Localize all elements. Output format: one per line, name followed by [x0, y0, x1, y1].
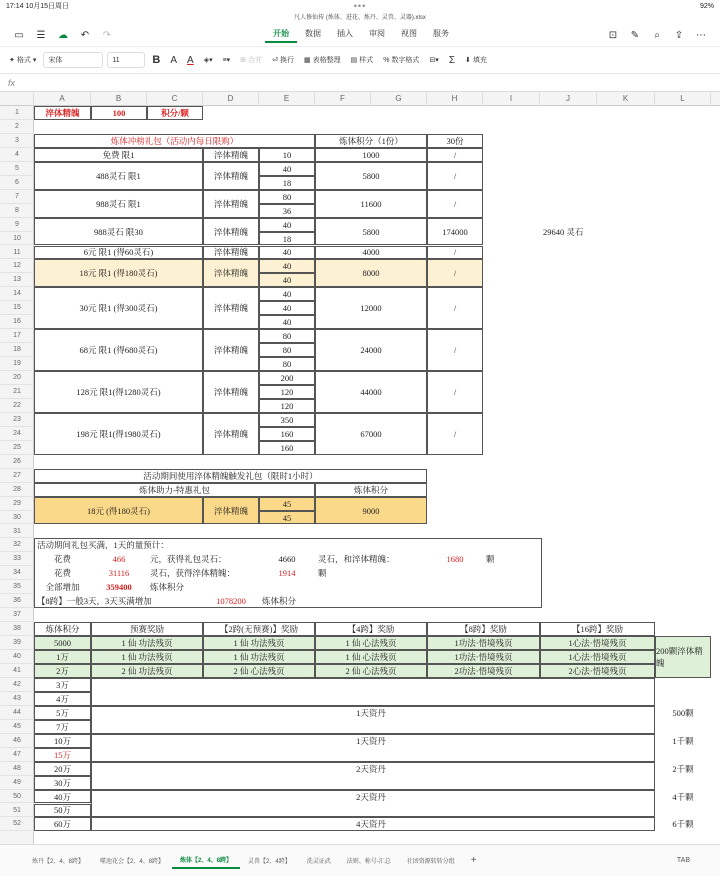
item-name[interactable]: 淬体精魄: [203, 246, 259, 260]
points-threshold[interactable]: 20万: [34, 762, 91, 776]
cell-unit[interactable]: 积分/颗: [147, 106, 203, 120]
table-tidy-button[interactable]: [301, 53, 344, 67]
reward-cell[interactable]: 2万: [34, 664, 91, 678]
row-header[interactable]: 20: [0, 371, 34, 385]
points-threshold[interactable]: 3万: [34, 678, 91, 692]
points[interactable]: 9000: [315, 497, 427, 525]
sheet-tab[interactable]: 洗灵证武: [306, 859, 331, 865]
reward-cell[interactable]: 2 仙 心法残页: [203, 664, 315, 678]
item-qty[interactable]: 45: [259, 497, 315, 511]
brush-icon: ✦: [9, 57, 15, 64]
points[interactable]: 67000: [315, 413, 427, 455]
wrap-icon: ⏎: [272, 57, 278, 64]
search-icon[interactable]: ⌕: [654, 29, 660, 41]
cloud-icon[interactable]: ☁: [58, 29, 68, 41]
font-select[interactable]: [43, 52, 103, 68]
undo-icon[interactable]: ↶: [80, 29, 90, 41]
points-threshold[interactable]: 50万: [34, 804, 91, 818]
date: 10月15日周日: [25, 3, 70, 10]
font-color-button[interactable]: A: [187, 54, 194, 66]
total[interactable]: /: [427, 148, 483, 162]
font-size-button[interactable]: A: [170, 54, 178, 66]
reward-text[interactable]: 1天资丹: [356, 707, 386, 718]
reward-header[interactable]: 【2跨(无预赛)】奖励: [203, 622, 315, 636]
font-value: 宋体: [48, 57, 63, 64]
format-button[interactable]: ✦ 格式 ▾: [9, 57, 37, 64]
row-header[interactable]: 44: [0, 706, 34, 720]
points[interactable]: 12000: [315, 287, 427, 329]
row-header[interactable]: 34: [0, 566, 34, 580]
row-header[interactable]: 33: [0, 552, 34, 566]
reward-cell[interactable]: 2心法·悟境残页: [540, 664, 655, 678]
size-value: 11: [112, 56, 120, 64]
col-f[interactable]: F: [315, 92, 371, 106]
row-header[interactable]: 32: [0, 538, 34, 552]
points-threshold[interactable]: 30万: [34, 776, 91, 790]
row-header[interactable]: 12: [0, 259, 34, 273]
value[interactable]: 359400: [106, 582, 132, 593]
row-header[interactable]: 16: [0, 315, 34, 329]
points[interactable]: 1000: [315, 148, 427, 162]
item-qty[interactable]: 40: [259, 246, 315, 260]
item-qty[interactable]: 40: [259, 287, 315, 301]
tab-review[interactable]: 审阅: [369, 28, 385, 38]
package-name[interactable]: 988灵石 限30: [34, 218, 203, 246]
table-label: 表格整理: [312, 57, 341, 64]
fill-color-icon[interactable]: ◈▾: [203, 57, 213, 64]
reward-header[interactable]: 【16跨】奖励: [540, 622, 655, 636]
reward-extra[interactable]: 6千颗: [672, 819, 694, 830]
package-name[interactable]: 128元 限1(得1280灵石): [34, 371, 203, 413]
row-header[interactable]: 52: [0, 817, 34, 831]
row-header[interactable]: 1: [0, 106, 34, 120]
more-icon[interactable]: ⋯: [696, 29, 706, 41]
item-qty[interactable]: 40: [259, 315, 315, 329]
table-icon: ▦: [303, 57, 311, 64]
value[interactable]: 1914: [278, 568, 296, 579]
reward-cell[interactable]: 1 仙 功法残页: [91, 650, 203, 664]
percent-icon: %: [383, 56, 390, 64]
more-dots[interactable]: •••: [353, 1, 367, 11]
points[interactable]: 11600: [315, 190, 427, 218]
number-format-button[interactable]: [380, 53, 422, 67]
sheet-tab[interactable]: 社团资源转转分组: [406, 859, 455, 865]
row-header[interactable]: 39: [0, 636, 34, 650]
total[interactable]: /: [427, 259, 483, 287]
reward-text[interactable]: 1天资丹: [356, 735, 386, 746]
row-header[interactable]: 35: [0, 580, 34, 594]
reward-cell[interactable]: 2 仙 功法残页: [91, 664, 203, 678]
col-e[interactable]: E: [259, 92, 315, 106]
reward-text[interactable]: 4天资丹: [356, 819, 386, 830]
row-header[interactable]: 24: [0, 427, 34, 441]
row-header[interactable]: 14: [0, 287, 34, 301]
points-threshold[interactable]: 40万: [34, 790, 91, 804]
row-header[interactable]: 19: [0, 357, 34, 371]
page-icon[interactable]: ⊡: [608, 29, 618, 41]
points[interactable]: 4000: [315, 246, 427, 260]
points[interactable]: 44000: [315, 371, 427, 413]
share-icon[interactable]: ⇪: [674, 29, 684, 41]
row-header[interactable]: 23: [0, 413, 34, 427]
label[interactable]: 灵石，获得淬体精魄：: [150, 568, 236, 579]
row-header[interactable]: 21: [0, 385, 34, 399]
size-select[interactable]: [107, 52, 145, 68]
col-d[interactable]: D: [203, 92, 259, 106]
row-header[interactable]: 4: [0, 148, 34, 162]
reward-cell[interactable]: 2 仙 心法残页: [315, 664, 427, 678]
bold-button[interactable]: B: [152, 54, 161, 66]
cell-value[interactable]: 100: [91, 106, 147, 120]
battery: 92%: [699, 2, 714, 10]
status-bar: [0, 0, 720, 12]
item-qty[interactable]: 40: [259, 301, 315, 315]
item-qty[interactable]: 40: [259, 259, 315, 273]
item-qty[interactable]: 350: [259, 413, 315, 427]
row-header[interactable]: 46: [0, 734, 34, 748]
row-header[interactable]: 40: [0, 650, 34, 664]
points-threshold[interactable]: 60万: [34, 817, 91, 831]
row-header[interactable]: 43: [0, 692, 34, 706]
reward-cell[interactable]: 1万: [34, 650, 91, 664]
item-qty[interactable]: 120: [259, 399, 315, 413]
row-header[interactable]: 28: [0, 483, 34, 497]
package-name[interactable]: 6元 限1 (得60灵石): [34, 246, 203, 260]
package-name[interactable]: 198元 限1(得1980灵石): [34, 413, 203, 455]
fill-label: 填充: [472, 57, 487, 64]
item-qty[interactable]: 40: [259, 218, 315, 232]
item-name[interactable]: 淬体精魄: [203, 329, 259, 371]
points-threshold[interactable]: 7万: [34, 720, 91, 734]
col-l[interactable]: L: [655, 92, 711, 106]
fill-icon: ⬇: [465, 57, 471, 64]
row-header[interactable]: 8: [0, 204, 34, 218]
package-name[interactable]: 488灵石 限1: [34, 162, 203, 190]
merge-button[interactable]: [237, 53, 265, 67]
wrap-label: 换行: [279, 57, 294, 64]
row-header[interactable]: 10: [0, 232, 34, 246]
package-name[interactable]: 988灵石 限1: [34, 190, 203, 218]
label[interactable]: 花费: [53, 554, 71, 565]
reward-cell[interactable]: 1 仙 心法残页: [315, 650, 427, 664]
item-name[interactable]: 淬体精魄: [203, 497, 259, 525]
reward-extra[interactable]: 200颗淬体精魄: [655, 636, 711, 678]
points[interactable]: 8000: [315, 259, 427, 287]
reward-row[interactable]: [91, 678, 655, 706]
row-header[interactable]: 9: [0, 218, 34, 232]
reward-cell[interactable]: 1 仙 心法残页: [315, 636, 427, 650]
column-title[interactable]: 炼体积分（1份）: [315, 134, 427, 148]
reward-cell[interactable]: 1功法·悟境残页: [427, 650, 540, 664]
value[interactable]: 31116: [108, 568, 130, 579]
align-icon[interactable]: ≡▾: [222, 57, 231, 64]
tab-key-label[interactable]: TAB: [676, 857, 690, 864]
total[interactable]: /: [427, 190, 483, 218]
format-label: 格式: [16, 57, 31, 64]
col-g[interactable]: G: [371, 92, 427, 106]
item-qty[interactable]: 10: [259, 148, 315, 162]
style-icon: ▤: [350, 57, 358, 64]
cell-label[interactable]: 淬体精魄: [34, 106, 91, 120]
row-header[interactable]: 42: [0, 678, 34, 692]
item-qty[interactable]: 160: [259, 427, 315, 441]
sheet-tab[interactable]: 炼丹【2、4、8跨】: [32, 859, 85, 865]
item-qty[interactable]: 80: [259, 190, 315, 204]
value[interactable]: 466: [112, 554, 126, 565]
item-name[interactable]: 淬体精魄: [203, 218, 259, 246]
document-title: 凡人修仙传 (炼体、进花、炼丹、灵兽、灵器).xlsx: [294, 15, 426, 21]
row-header[interactable]: 45: [0, 720, 34, 734]
column-title[interactable]: 炼体积分: [315, 483, 427, 497]
reward-cell[interactable]: 1心法·悟境残页: [540, 650, 655, 664]
unit[interactable]: 颗: [318, 568, 327, 579]
label[interactable]: 灵石，和淬体精魄：: [318, 554, 395, 565]
points-threshold[interactable]: 4万: [34, 692, 91, 706]
points[interactable]: 5800: [315, 162, 427, 190]
package-name[interactable]: 68元 限1 (得680灵石): [34, 329, 203, 371]
points-threshold[interactable]: 15万: [34, 748, 91, 762]
item-qty[interactable]: 80: [259, 357, 315, 371]
column-headers: [0, 92, 720, 106]
row-header[interactable]: 38: [0, 622, 34, 636]
rows-cols-icon[interactable]: ⊟▾: [429, 57, 439, 64]
reward-header[interactable]: 预赛奖励: [91, 622, 203, 636]
sheet-tab[interactable]: 噬池花会【2、4、8跨】: [100, 859, 165, 865]
item-qty[interactable]: 45: [259, 511, 315, 525]
item-name[interactable]: 淬体精魄: [203, 259, 259, 287]
reward-cell[interactable]: 1 仙 功法残页: [203, 650, 315, 664]
reward-cell[interactable]: 2功法·悟境残页: [427, 664, 540, 678]
points-threshold[interactable]: 10万: [34, 734, 91, 748]
item-name[interactable]: 淬体精魄: [203, 162, 259, 190]
redo-icon[interactable]: ↷: [102, 29, 112, 41]
row-header[interactable]: 5: [0, 162, 34, 176]
total[interactable]: /: [427, 329, 483, 371]
col-c[interactable]: C: [147, 92, 203, 106]
reward-header[interactable]: 炼体积分: [34, 622, 91, 636]
package-name[interactable]: 18元 限1 (得180灵石): [34, 259, 203, 287]
numfmt-label: 数字格式: [391, 57, 420, 64]
total[interactable]: /: [427, 371, 483, 413]
reward-header[interactable]: 【4跨】奖励: [315, 622, 427, 636]
points-threshold[interactable]: 5万: [34, 706, 91, 720]
menu-icon[interactable]: ☰: [36, 29, 46, 41]
tab-insert[interactable]: 插入: [337, 28, 353, 38]
sum-icon[interactable]: Σ: [448, 54, 456, 66]
merge-icon: ⊞: [240, 57, 247, 64]
column-title[interactable]: 30份: [427, 134, 483, 148]
column-title[interactable]: 炼体助力-特惠礼包: [34, 483, 315, 497]
row-header[interactable]: 31: [0, 525, 34, 539]
row-header[interactable]: 30: [0, 511, 34, 525]
row-header[interactable]: 41: [0, 664, 34, 678]
wrap-button[interactable]: [269, 53, 297, 67]
value[interactable]: 1078200: [216, 596, 246, 607]
sidebar-icon[interactable]: ▭: [14, 29, 24, 41]
tab-home[interactable]: 开始: [265, 28, 297, 43]
sheet-tab-active[interactable]: 炼体【2、4、8跨】: [172, 852, 240, 869]
item-name[interactable]: 淬体精魄: [203, 371, 259, 413]
reward-extra[interactable]: 500颗: [672, 707, 694, 718]
tab-data[interactable]: 数据: [305, 28, 321, 38]
row-header[interactable]: 18: [0, 343, 34, 357]
reward-cell[interactable]: 5000: [34, 636, 91, 650]
style-label: 样式: [359, 57, 374, 64]
row-header[interactable]: 15: [0, 301, 34, 315]
formula-bar[interactable]: [0, 74, 720, 92]
total[interactable]: /: [427, 287, 483, 329]
item-name[interactable]: 淬体精魄: [203, 148, 259, 162]
row-header[interactable]: 3: [0, 134, 34, 148]
row-header[interactable]: 29: [0, 497, 34, 511]
row-header[interactable]: 13: [0, 273, 34, 287]
total[interactable]: /: [427, 246, 483, 260]
section-title[interactable]: 炼体冲榜礼包（活动内每日限购）: [34, 134, 315, 148]
col-i[interactable]: I: [483, 92, 540, 106]
menu-tabs: [265, 28, 457, 43]
item-qty[interactable]: 80: [259, 343, 315, 357]
points[interactable]: 24000: [315, 329, 427, 371]
row-header[interactable]: 22: [0, 399, 34, 413]
row-header[interactable]: 47: [0, 748, 34, 762]
col-b[interactable]: B: [91, 92, 147, 106]
reward-cell[interactable]: 1功法·悟境残页: [427, 636, 540, 650]
row-headers: [0, 106, 34, 844]
tab-service[interactable]: 服务: [433, 28, 449, 38]
reward-cell[interactable]: 1心法·悟境残页: [540, 636, 655, 650]
col-a[interactable]: A: [34, 92, 91, 106]
item-qty[interactable]: 120: [259, 385, 315, 399]
total[interactable]: /: [427, 162, 483, 190]
item-qty[interactable]: 80: [259, 329, 315, 343]
col-h[interactable]: H: [427, 92, 483, 106]
item-name[interactable]: 淬体精魄: [203, 287, 259, 329]
unit[interactable]: 颗: [486, 554, 495, 565]
row-header[interactable]: 48: [0, 762, 34, 776]
label[interactable]: 花费: [53, 568, 71, 579]
corner-cell[interactable]: [0, 92, 34, 106]
tab-view[interactable]: 视图: [401, 28, 417, 38]
item-name[interactable]: 淬体精魄: [203, 190, 259, 218]
spreadsheet-grid[interactable]: [0, 92, 720, 844]
col-k[interactable]: K: [597, 92, 655, 106]
sheet-tab[interactable]: 灵兽【2、4跨】: [248, 859, 291, 865]
label[interactable]: 【8跨】一般3天，3天买满增加: [37, 596, 152, 607]
reward-cell[interactable]: 1 仙 功法残页: [203, 636, 315, 650]
toolbar: [0, 46, 720, 74]
reward-extra[interactable]: 1千颗: [672, 735, 694, 746]
total[interactable]: /: [427, 413, 483, 455]
style-button[interactable]: [348, 53, 377, 67]
summary-title[interactable]: 活动期间礼包买满，1天的量预计：: [37, 540, 169, 551]
time: 17:14: [6, 2, 24, 10]
row-header[interactable]: 27: [0, 469, 34, 483]
row-header[interactable]: 50: [0, 790, 34, 804]
note[interactable]: 29640 灵石: [543, 226, 584, 237]
item-qty[interactable]: 200: [259, 371, 315, 385]
section-title[interactable]: 活动期间使用淬体精魄触发礼包（限时1小时）: [34, 469, 427, 483]
merge-label: 合并: [248, 57, 263, 64]
item-qty[interactable]: 18: [259, 176, 315, 190]
points[interactable]: 5800: [315, 218, 427, 246]
reward-extra[interactable]: 2千颗: [672, 763, 694, 774]
label[interactable]: 元，获得礼包灵石：: [150, 554, 227, 565]
total[interactable]: 174000: [427, 218, 483, 246]
label[interactable]: 全部增加: [45, 582, 80, 593]
add-sheet-icon[interactable]: +: [470, 855, 477, 866]
reward-text[interactable]: 2天资丹: [356, 791, 386, 802]
row-header[interactable]: 7: [0, 190, 34, 204]
reward-text[interactable]: 2天资丹: [356, 763, 386, 774]
item-name[interactable]: 淬体精魄: [203, 413, 259, 455]
row-header[interactable]: 49: [0, 776, 34, 790]
item-qty[interactable]: 160: [259, 441, 315, 455]
row-header[interactable]: 17: [0, 329, 34, 343]
item-qty[interactable]: 18: [259, 232, 315, 246]
fx-icon: fx: [8, 77, 16, 88]
top-menu: [0, 24, 720, 46]
unit[interactable]: 炼体积分: [150, 582, 185, 593]
row-header[interactable]: 6: [0, 176, 34, 190]
sheet-tab[interactable]: 法则、称号-汇总: [346, 859, 391, 865]
item-qty[interactable]: 40: [259, 162, 315, 176]
row-header[interactable]: 25: [0, 441, 34, 455]
reward-cell[interactable]: 1 仙 功法残页: [91, 636, 203, 650]
row-header[interactable]: 11: [0, 246, 34, 260]
fill-button[interactable]: [462, 53, 490, 67]
row-header[interactable]: 26: [0, 455, 34, 469]
package-name[interactable]: 18元 (得180灵石): [34, 497, 203, 525]
pen-icon[interactable]: ✎: [630, 29, 640, 41]
unit[interactable]: 炼体积分: [262, 596, 297, 607]
row-header[interactable]: 37: [0, 608, 34, 622]
package-name[interactable]: 免费 限1: [34, 148, 203, 162]
reward-header[interactable]: 【8跨】奖励: [427, 622, 540, 636]
item-qty[interactable]: 36: [259, 204, 315, 218]
row-header[interactable]: 51: [0, 804, 34, 818]
item-qty[interactable]: 40: [259, 273, 315, 287]
package-name[interactable]: 30元 限1 (得300灵石): [34, 287, 203, 329]
reward-extra[interactable]: 4千颗: [672, 791, 694, 802]
col-j[interactable]: J: [540, 92, 597, 106]
sheet-tab-bar: [0, 844, 720, 876]
value[interactable]: 4660: [278, 554, 296, 565]
row-header[interactable]: 36: [0, 594, 34, 608]
row-header[interactable]: 2: [0, 120, 34, 134]
value[interactable]: 1680: [446, 554, 464, 565]
